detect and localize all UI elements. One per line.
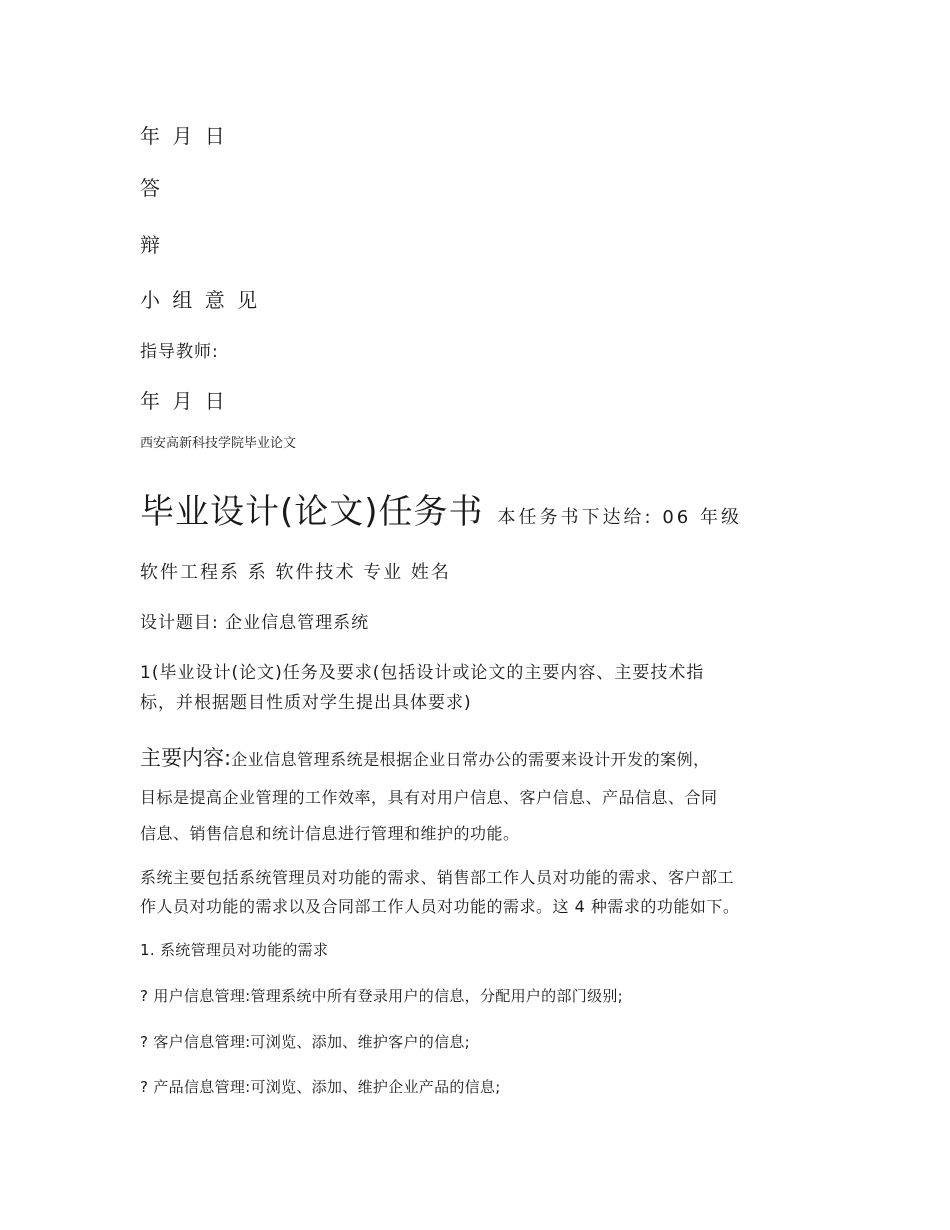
section-1-heading: 1. 系统管理员对功能的需求 xyxy=(140,941,329,959)
main-content-line-2: 目标是提高企业管理的工作效率，具有对用户信息、客户信息、产品信息、合同 xyxy=(140,788,718,807)
issued-to: 本任务书下达给: 06 年级 xyxy=(497,507,742,528)
task-title-row xyxy=(140,484,742,533)
para-line-2: 作人员对功能的需求以及合同部工作人员对功能的需求。这 4 种需求的功能如下。 xyxy=(140,897,740,916)
main-content-row xyxy=(140,742,710,772)
advisor-label: 指导教师: xyxy=(140,342,219,362)
school-header: 西安高新科技学院毕业论文 xyxy=(140,436,297,451)
defense-char-2: 辩 xyxy=(140,233,163,257)
defense-char-1: 答 xyxy=(140,176,163,200)
page-title: 毕业设计(论文)任务书 xyxy=(140,492,484,532)
group-opinion: 小 组 意 见 xyxy=(140,288,261,312)
design-topic: 设计题目: 企业信息管理系统 xyxy=(140,613,370,633)
para-line-1: 系统主要包括系统管理员对功能的需求、销售部工作人员对功能的需求、客户部工 xyxy=(140,868,735,887)
main-content-line-3: 信息、销售信息和统计信息进行管理和维护的功能。 xyxy=(140,824,520,843)
list-item: ? 产品信息管理:可浏览、添加、维护企业产品的信息; xyxy=(140,1078,501,1096)
list-item: ? 用户信息管理:管理系统中所有登录用户的信息，分配用户的部门级别; xyxy=(140,987,624,1005)
date-line-1: 年 月 日 xyxy=(140,124,228,148)
main-content-line-1: 企业信息管理系统是根据企业日常办公的需要来设计开发的案例， xyxy=(231,750,710,769)
main-content-label: 主要内容: xyxy=(140,746,232,770)
list-item: ? 客户信息管理:可浏览、添加、维护客户的信息; xyxy=(140,1033,471,1051)
date-line-2: 年 月 日 xyxy=(140,389,228,413)
department-line: 软件工程系 系 软件技术 专业 姓名 xyxy=(140,562,451,583)
requirement-line-2: 标，并根据题目性质对学生提出具体要求) xyxy=(140,693,472,713)
requirement-line-1: 1(毕业设计(论文)任务及要求(包括设计或论文的主要内容、主要技术指 xyxy=(140,663,705,683)
